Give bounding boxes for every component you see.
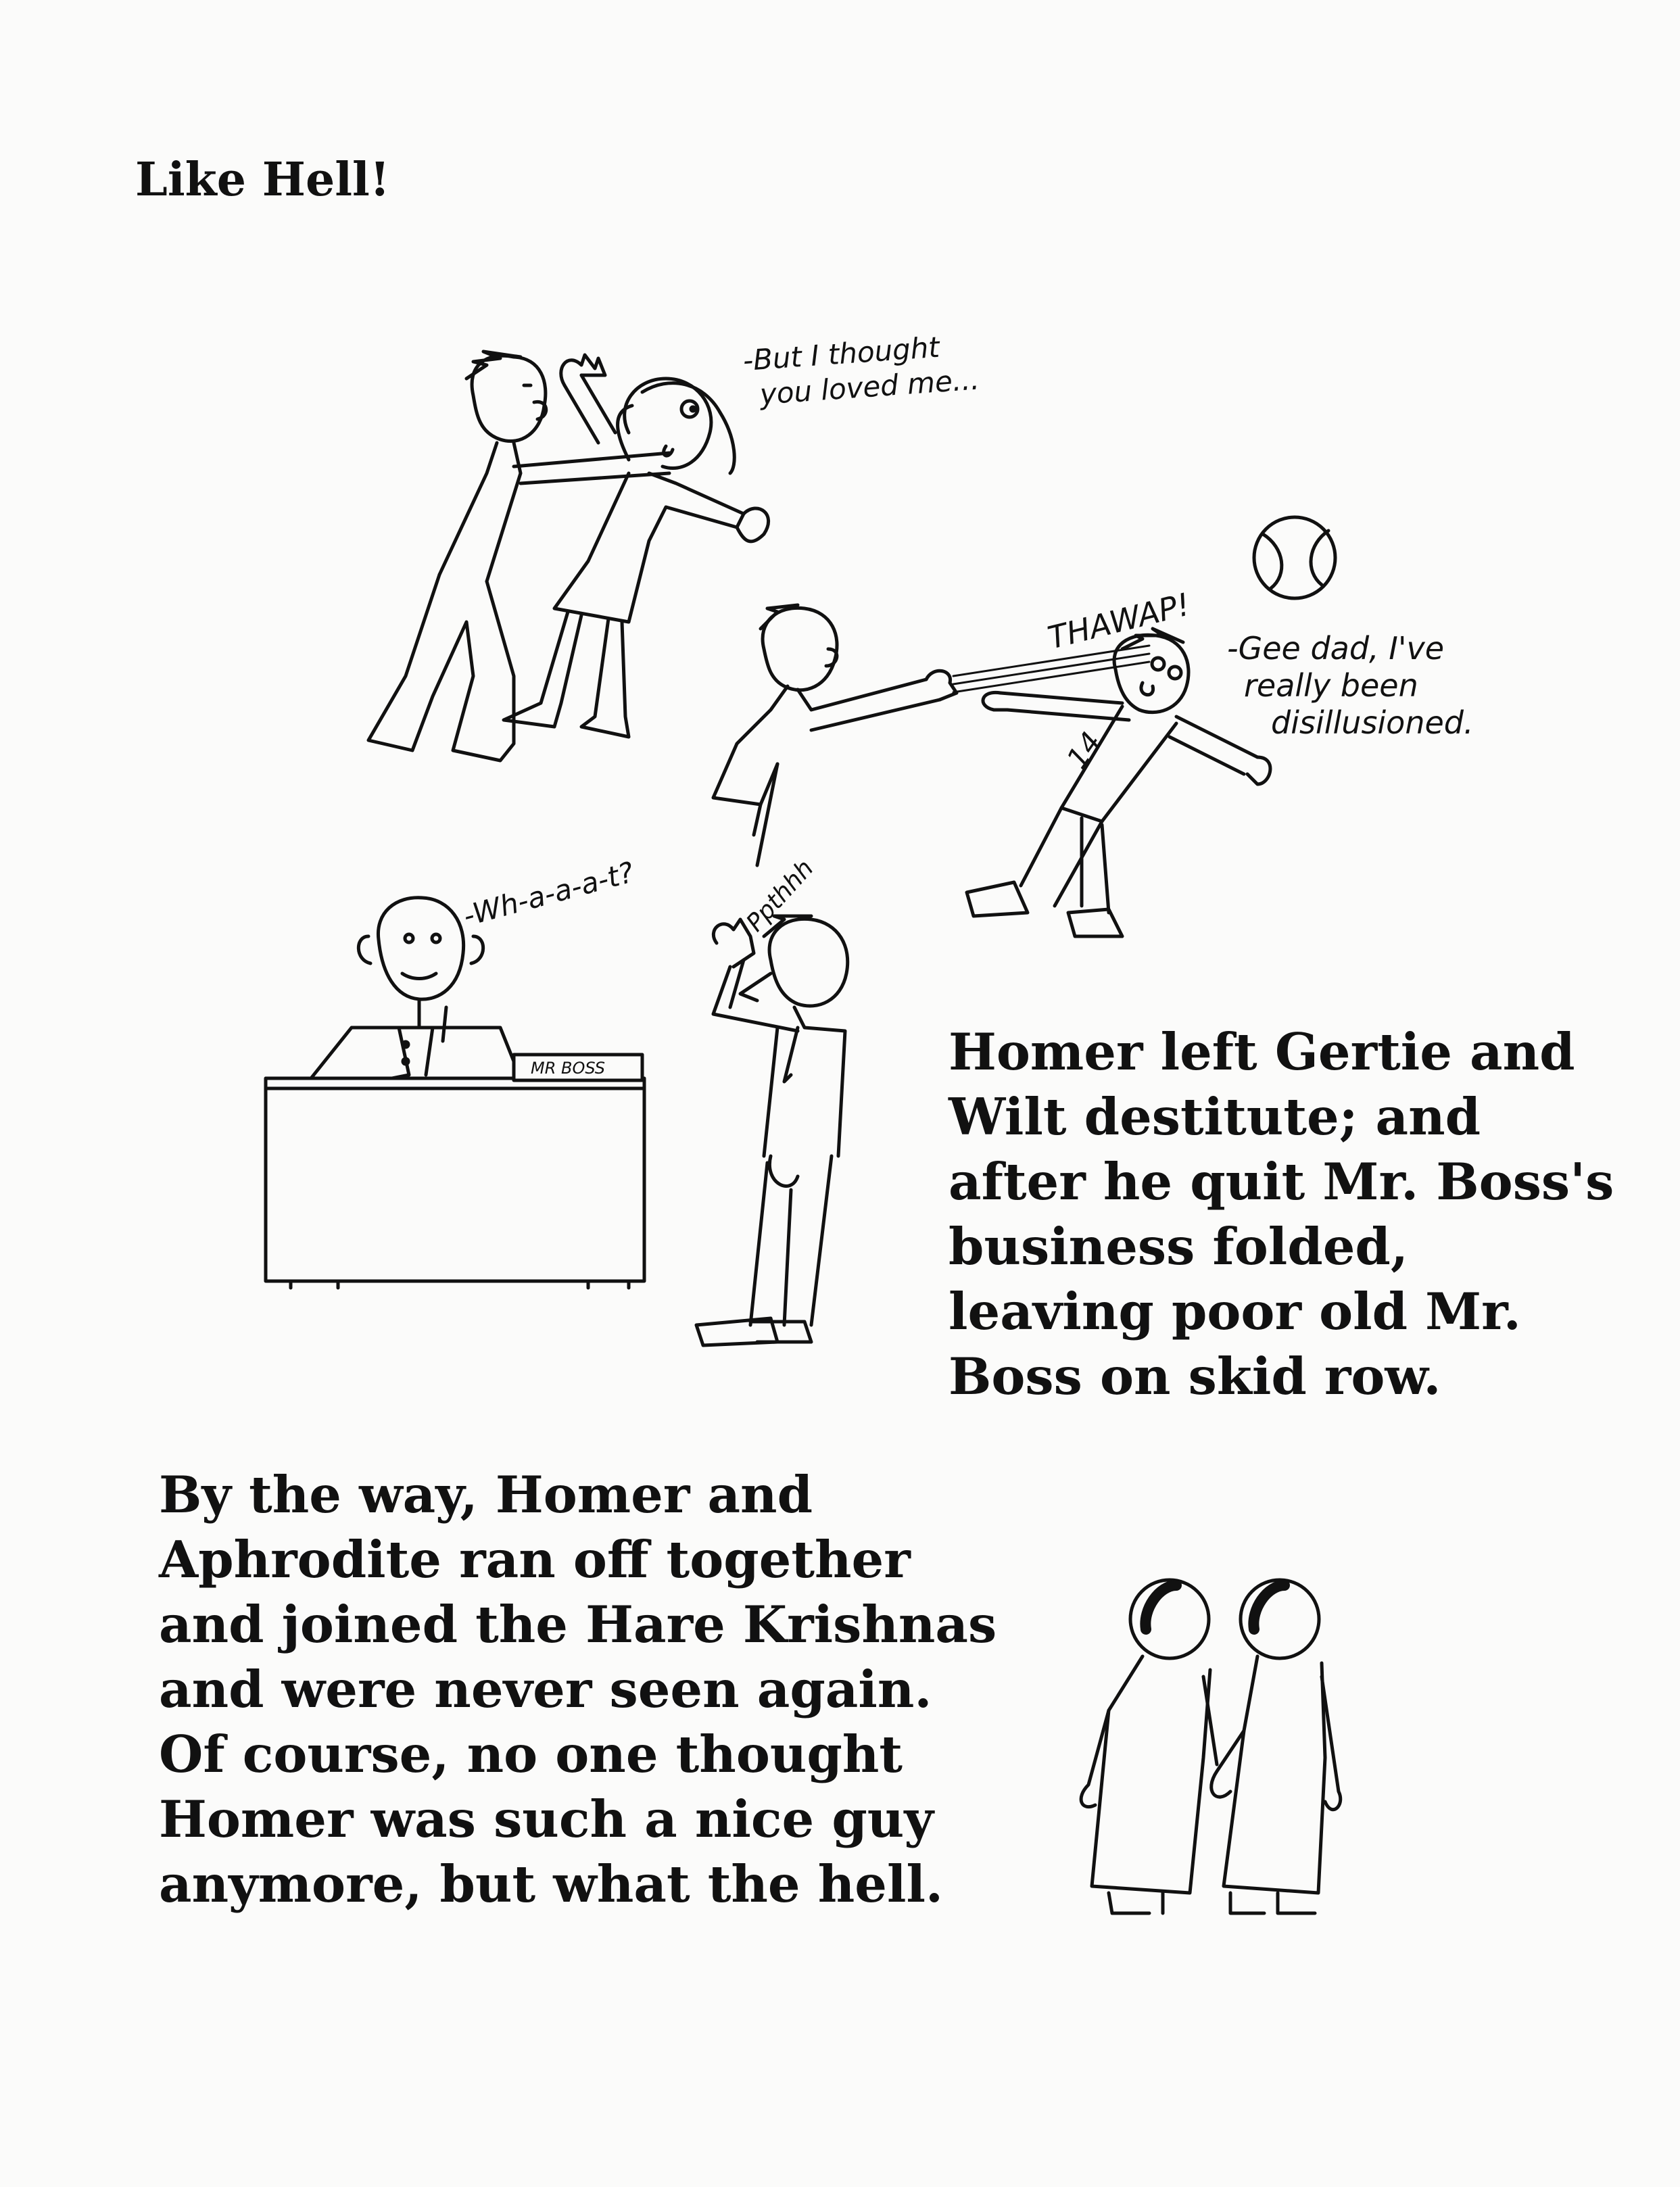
svg-text:disillusioned.: disillusioned. — [1271, 704, 1474, 741]
caption-pthhh: Ppthhh — [741, 855, 819, 938]
desk — [266, 1078, 644, 1288]
svg-text:MR BOSS: MR BOSS — [531, 1059, 605, 1078]
paragraph-by-the-way: By the way, Homer and Aphrodite ran off together and joined the Hare Krishnas and were never seen again. Of course, no one thought Homer was such a nice guy anymore, but what the hell. — [159, 1465, 997, 1914]
svg-text:really been: really been — [1244, 667, 1418, 704]
homer-hitting-figure — [713, 605, 957, 865]
homer-razz-figure — [696, 916, 848, 1345]
svg-text:you loved me...: you loved me... — [759, 362, 981, 411]
caption-son — [1227, 630, 1474, 741]
caption-thawap: THAWAP! — [1044, 585, 1194, 656]
paragraph-homer-left: Homer left Gertie and Wilt destitute; and after he quit Mr. Boss's business folded, leaving poor old Mr. Boss on skid row. — [949, 1022, 1614, 1406]
jersey-number: 14 — [1060, 725, 1108, 775]
svg-text:-Gee dad, I've: -Gee dad, I've — [1227, 630, 1445, 667]
krishna-figures — [1081, 1580, 1341, 1913]
page-title: Like Hell! — [135, 153, 390, 207]
baseball — [1254, 517, 1335, 598]
svg-text:-But I thought: -But I thought — [742, 330, 941, 377]
nameplate-sign — [514, 1055, 642, 1080]
caption-what: -Wh-a-a-a-t? — [459, 855, 638, 933]
caption-girl — [742, 331, 980, 411]
